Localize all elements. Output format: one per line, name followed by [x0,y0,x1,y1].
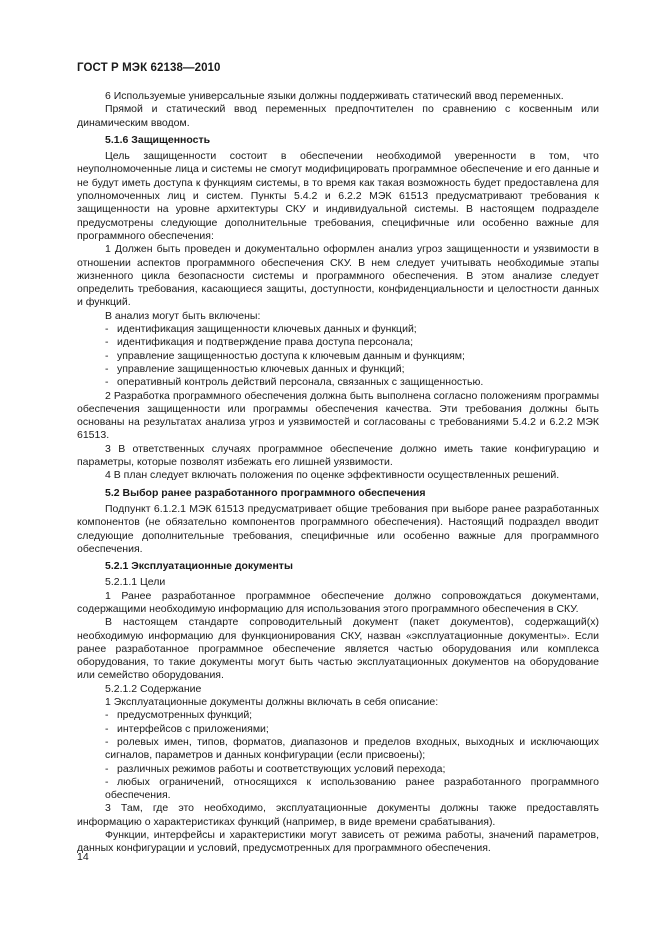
list-dash: - [105,323,109,336]
paragraph: 1 Ранее разработанное программное обеспечение должно сопровождаться документами, содержащими необходимую информацию для использования этого программного обеспечения в СКУ. [77,589,599,615]
paragraph: 3 Там, где это необходимо, эксплуатационные документы должны также предоставлять информацию о характеристиках функций (например, в виде времени срабатывания). [77,802,599,828]
page-header: ГОСТ Р МЭК 62138—2010 [77,62,221,74]
paragraph: 2 Разработка программного обеспечения должна быть выполнена согласно положениям программы обеспечения защищенности или программы обеспечения качества. Эти требования должны быть основаны на результатах анализа угроз и уязвимостей и согласованы с требованиями 5.4.2 и 6.2.2 МЭК 61513. [77,389,599,442]
list-dash: - [105,376,109,389]
document-body [77,90,599,856]
paragraph: 3 В ответственных случаях программное обеспечение должно иметь такие конфигурацию и параметры, которые позволят избежать его лишней уязвимости. [77,442,599,469]
paragraph: Прямой и статический ввод переменных предпочтителен по сравнению с косвенным или динамическим вводом. [77,103,599,129]
list-item [77,323,599,336]
paragraph: 1 Эксплуатационные документы должны включать в себя описание: [105,696,439,709]
list-dash: - [105,349,109,362]
list-item [77,723,599,736]
paragraph: В анализ могут быть включены: [105,309,261,322]
paragraph: Подпункт 6.1.2.1 МЭК 61513 предусматривает общие требования при выборе ранее разработанных компонентов (не обязательно компонентов программного обеспечения). Настоящий подраздел вводит следующие дополнительные требования, специфичные или особенно важные для программного обеспечения. [77,502,599,555]
list-dash: - [105,775,109,788]
list-dash: - [105,722,109,735]
section-heading: 5.1.6 Защищенность [105,133,211,146]
section-heading: 5.2.1 Эксплуатационные документы [105,560,293,573]
list-item-text: управление защищенностью доступа к ключевым данным и функциям; [117,349,465,362]
paragraph: В настоящем стандарте сопроводительный документ (пакет документов), содержащий(х) необходимую информацию для функционирования СКУ, назван «эксплуатационные документы». Если ранее разработанное программное обеспечение является частью оборудования или комплекса оборудования, то такие документы могут быть частью эксплуатационных документов на оборудование или семейство оборудования. [77,616,599,682]
paragraph: 4 В план следует включать положения по оценке эффективности осуществленных решений. [105,469,560,482]
list-dash: - [105,336,109,349]
list-item-text: ролевых имен, типов, форматов, диапазонов и пределов входных, выходных и исключающих сигналов, параметров и данных конфигурации (если присвоены); [105,735,599,762]
list-item [77,763,599,776]
paragraph: 5.2.1.2 Содержание [105,682,202,695]
paragraph: Функции, интерфейсы и характеристики могут зависеть от режима работы, значений параметров, данных конфигурации и условий, предусмотренных для программного обеспечения. [77,829,599,855]
paragraph: Цель защищенности состоит в обеспечении необходимой уверенности в том, что неуполномоченные лица и системы не смогут модифицировать программное обеспечение и его данные и не будут иметь доступа к функциям системы, в то время как такая возможность будет предоставлена для уполномоченных лиц и систем. Пункты 5.4.2 и 6.2.2 МЭК 61513 предусматривают требования к защищенности на уровне архитектуры СКУ и индивидуальной системы. В настоящем подразделе предусмотрены следующие дополнительные требования, специфичные или особенно важные для программного обеспечения: [77,150,599,242]
list-item-text: управление защищенностью ключевых данных и функций; [117,362,405,375]
list-item-text: интерфейсов с приложениями; [117,722,269,735]
paragraph: 5.2.1.1 Цели [105,576,166,589]
list-dash: - [105,362,109,375]
page-number: 14 [77,851,89,863]
list-item-text: оперативный контроль действий персонала, связанных с защищенностью. [117,376,484,389]
section-heading: 5.2 Выбор ранее разработанного программного обеспечения [105,486,426,499]
list-item [77,736,599,763]
list-item-text: предусмотренных функций; [117,709,253,722]
list-dash: - [105,762,109,775]
list-item-text: идентификация и подтверждение права доступа персонала; [117,336,414,349]
list-item [77,363,599,376]
list-item-text: идентификация защищенности ключевых данных и функций; [117,323,417,336]
list-item [77,350,599,363]
list-item-text: различных режимов работы и соответствующих условий перехода; [117,762,446,775]
paragraph: 1 Должен быть проведен и документально оформлен анализ угроз защищенности и уязвимости в отношении аспектов программного обеспечения СКУ. В нем следует учитывать необходимые этапы жизненного цикла безопасности системы и программного обеспечения. В этом анализе следует определить требования, касающиеся защиты, доступности, конфиденциальности и целостности данных и функций. [77,243,599,309]
paragraph: 6 Используемые универсальные языки должны поддерживать статический ввод переменных. [105,90,564,102]
list-dash: - [105,709,109,722]
list-item [77,776,599,803]
list-item [77,336,599,349]
list-dash: - [105,735,109,748]
list-item [77,376,599,389]
list-item [77,709,599,722]
list-item-text: любых ограничений, относящихся к использованию ранее разработанного программного обеспечения. [105,775,599,802]
